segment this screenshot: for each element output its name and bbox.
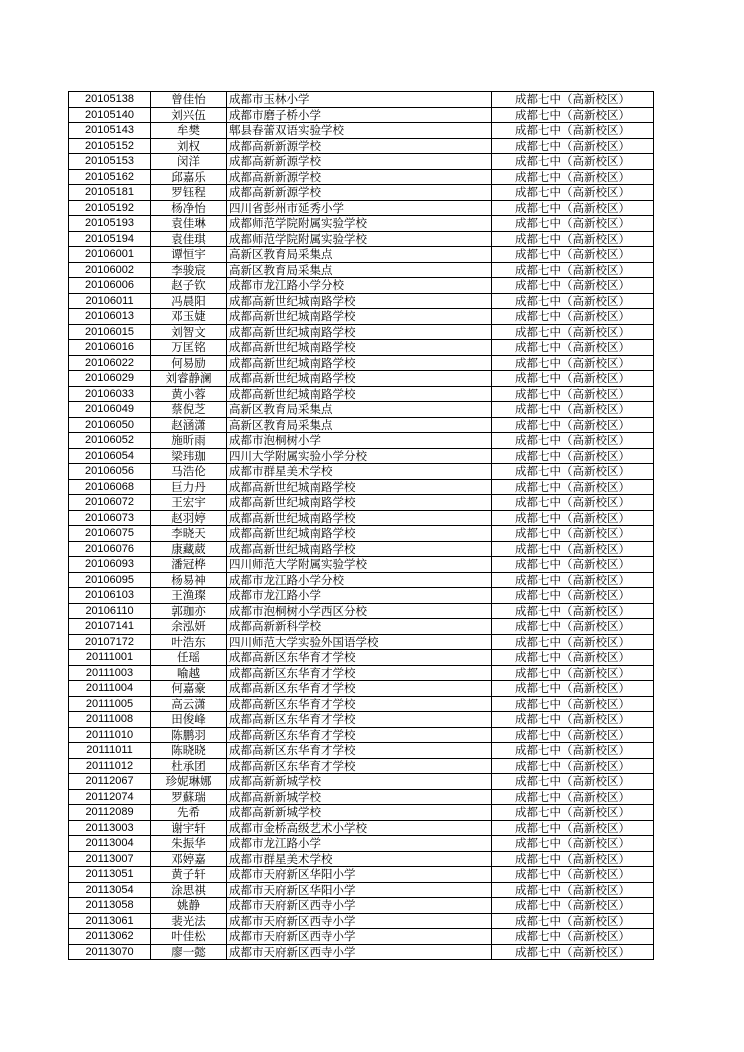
student-name-cell: 叶佳松 <box>151 929 227 945</box>
admitted-school-cell: 成都七中（高新校区） <box>492 138 654 154</box>
student-id-cell: 20111005 <box>69 696 151 712</box>
student-name-cell: 刘智文 <box>151 324 227 340</box>
student-id-cell: 20107172 <box>69 634 151 650</box>
admitted-school-cell: 成都七中（高新校区） <box>492 557 654 573</box>
table-row <box>69 107 654 123</box>
table-row <box>69 479 654 495</box>
student-id-cell: 20106056 <box>69 464 151 480</box>
table-row <box>69 882 654 898</box>
student-name-cell: 田俊峰 <box>151 712 227 728</box>
school-cell: 高新区教育局采集点 <box>227 262 492 278</box>
student-id-cell: 20112074 <box>69 789 151 805</box>
admitted-school-cell: 成都七中（高新校区） <box>492 758 654 774</box>
student-name-cell: 刘权 <box>151 138 227 154</box>
school-cell: 成都高新世纪城南路学校 <box>227 324 492 340</box>
admitted-school-cell: 成都七中（高新校区） <box>492 479 654 495</box>
school-cell: 成都师范学院附属实验学校 <box>227 231 492 247</box>
table-row <box>69 510 654 526</box>
admitted-school-cell: 成都七中（高新校区） <box>492 665 654 681</box>
table-row <box>69 650 654 666</box>
admitted-school-cell: 成都七中（高新校区） <box>492 216 654 232</box>
student-id-cell: 20106015 <box>69 324 151 340</box>
table-row <box>69 231 654 247</box>
admitted-school-cell: 成都七中（高新校区） <box>492 898 654 914</box>
school-cell: 成都高新世纪城南路学校 <box>227 541 492 557</box>
admitted-school-cell: 成都七中（高新校区） <box>492 92 654 108</box>
student-name-cell: 喻越 <box>151 665 227 681</box>
student-id-cell: 20111004 <box>69 681 151 697</box>
student-name-cell: 李晓天 <box>151 526 227 542</box>
student-id-cell: 20105140 <box>69 107 151 123</box>
table-row <box>69 588 654 604</box>
admitted-school-cell: 成都七中（高新校区） <box>492 123 654 139</box>
admitted-school-cell: 成都七中（高新校区） <box>492 464 654 480</box>
student-id-cell: 20107141 <box>69 619 151 635</box>
student-id-cell: 20106006 <box>69 278 151 294</box>
student-name-cell: 杨易神 <box>151 572 227 588</box>
admitted-school-cell: 成都七中（高新校区） <box>492 619 654 635</box>
admitted-school-cell: 成都七中（高新校区） <box>492 247 654 263</box>
student-name-cell: 冯晨阳 <box>151 293 227 309</box>
admitted-school-cell: 成都七中（高新校区） <box>492 712 654 728</box>
table-row <box>69 185 654 201</box>
student-id-cell: 20105152 <box>69 138 151 154</box>
admitted-school-cell: 成都七中（高新校区） <box>492 805 654 821</box>
student-name-cell: 邓婷嘉 <box>151 851 227 867</box>
table-row <box>69 169 654 185</box>
school-cell: 成都市磨子桥小学 <box>227 107 492 123</box>
student-name-cell: 刘睿静澜 <box>151 371 227 387</box>
school-cell: 成都高新世纪城南路学校 <box>227 479 492 495</box>
table-row <box>69 309 654 325</box>
admitted-school-cell: 成都七中（高新校区） <box>492 634 654 650</box>
table-row <box>69 464 654 480</box>
student-id-cell: 20113003 <box>69 820 151 836</box>
student-id-cell: 20106052 <box>69 433 151 449</box>
school-cell: 成都高新新科学校 <box>227 619 492 635</box>
student-name-cell: 蔡倪芝 <box>151 402 227 418</box>
student-name-cell: 何嘉豪 <box>151 681 227 697</box>
student-name-cell: 康藏葳 <box>151 541 227 557</box>
table-row <box>69 355 654 371</box>
student-name-cell: 任瑶 <box>151 650 227 666</box>
table-row <box>69 820 654 836</box>
table-row <box>69 371 654 387</box>
admitted-school-cell: 成都七中（高新校区） <box>492 774 654 790</box>
school-cell: 四川省彭州市延秀小学 <box>227 200 492 216</box>
student-name-cell: 谢宇轩 <box>151 820 227 836</box>
student-id-cell: 20105162 <box>69 169 151 185</box>
student-id-cell: 20106049 <box>69 402 151 418</box>
student-name-cell: 闵洋 <box>151 154 227 170</box>
student-id-cell: 20112067 <box>69 774 151 790</box>
admitted-school-cell: 成都七中（高新校区） <box>492 929 654 945</box>
admitted-school-cell: 成都七中（高新校区） <box>492 433 654 449</box>
admitted-school-cell: 成都七中（高新校区） <box>492 448 654 464</box>
admitted-school-cell: 成都七中（高新校区） <box>492 603 654 619</box>
school-cell: 成都市群星美术学校 <box>227 464 492 480</box>
student-id-cell: 20106001 <box>69 247 151 263</box>
school-cell: 高新区教育局采集点 <box>227 417 492 433</box>
school-cell: 成都高新新源学校 <box>227 169 492 185</box>
school-cell: 成都高新区东华育才学校 <box>227 681 492 697</box>
admitted-school-cell: 成都七中（高新校区） <box>492 293 654 309</box>
student-name-cell: 陈晓晓 <box>151 743 227 759</box>
table-row <box>69 665 654 681</box>
admitted-school-cell: 成都七中（高新校区） <box>492 371 654 387</box>
table-row <box>69 836 654 852</box>
student-name-cell: 巨力丹 <box>151 479 227 495</box>
school-cell: 成都高新区东华育才学校 <box>227 743 492 759</box>
table-row <box>69 386 654 402</box>
student-name-cell: 裴光法 <box>151 913 227 929</box>
table-row <box>69 433 654 449</box>
table-row <box>69 805 654 821</box>
admitted-school-cell: 成都七中（高新校区） <box>492 200 654 216</box>
admitted-school-cell: 成都七中（高新校区） <box>492 851 654 867</box>
student-name-cell: 王宏宇 <box>151 495 227 511</box>
admitted-school-cell: 成都七中（高新校区） <box>492 789 654 805</box>
student-name-cell: 黄子轩 <box>151 867 227 883</box>
student-name-cell: 陈鹏羽 <box>151 727 227 743</box>
admitted-school-cell: 成都七中（高新校区） <box>492 541 654 557</box>
student-name-cell: 马浩伦 <box>151 464 227 480</box>
table-row <box>69 417 654 433</box>
student-id-cell: 20113070 <box>69 944 151 960</box>
school-cell: 成都高新新源学校 <box>227 138 492 154</box>
school-cell: 成都市天府新区西寺小学 <box>227 944 492 960</box>
school-cell: 四川师范大学实验外国语学校 <box>227 634 492 650</box>
school-cell: 成都高新世纪城南路学校 <box>227 293 492 309</box>
admitted-school-cell: 成都七中（高新校区） <box>492 743 654 759</box>
school-cell: 成都市天府新区华阳小学 <box>227 882 492 898</box>
table-row <box>69 92 654 108</box>
school-cell: 高新区教育局采集点 <box>227 247 492 263</box>
admitted-school-cell: 成都七中（高新校区） <box>492 262 654 278</box>
table-row <box>69 619 654 635</box>
student-id-cell: 20113054 <box>69 882 151 898</box>
student-name-cell: 郭珈亦 <box>151 603 227 619</box>
school-cell: 成都高新区东华育才学校 <box>227 712 492 728</box>
student-name-cell: 高云潇 <box>151 696 227 712</box>
admitted-school-cell: 成都七中（高新校区） <box>492 355 654 371</box>
school-cell: 成都高新世纪城南路学校 <box>227 309 492 325</box>
school-cell: 成都高新区东华育才学校 <box>227 696 492 712</box>
school-cell: 成都高新新城学校 <box>227 789 492 805</box>
table-row <box>69 944 654 960</box>
admitted-school-cell: 成都七中（高新校区） <box>492 107 654 123</box>
student-name-cell: 袁佳琪 <box>151 231 227 247</box>
admitted-school-cell: 成都七中（高新校区） <box>492 417 654 433</box>
school-cell: 成都高新区东华育才学校 <box>227 727 492 743</box>
admission-list-sheet <box>68 91 654 960</box>
admitted-school-cell: 成都七中（高新校区） <box>492 154 654 170</box>
student-name-cell: 邱嘉乐 <box>151 169 227 185</box>
student-id-cell: 20113058 <box>69 898 151 914</box>
student-id-cell: 20106073 <box>69 510 151 526</box>
student-name-cell: 廖一懿 <box>151 944 227 960</box>
school-cell: 郫县春蕾双语实验学校 <box>227 123 492 139</box>
student-name-cell: 何易励 <box>151 355 227 371</box>
student-name-cell: 邓玉婕 <box>151 309 227 325</box>
table-row <box>69 262 654 278</box>
table-row <box>69 293 654 309</box>
student-id-cell: 20111012 <box>69 758 151 774</box>
table-row <box>69 402 654 418</box>
student-id-cell: 20113061 <box>69 913 151 929</box>
admitted-school-cell: 成都七中（高新校区） <box>492 650 654 666</box>
table-row <box>69 634 654 650</box>
admitted-school-cell: 成都七中（高新校区） <box>492 231 654 247</box>
student-name-cell: 赵涵潇 <box>151 417 227 433</box>
student-name-cell: 梁玮珈 <box>151 448 227 464</box>
student-id-cell: 20106093 <box>69 557 151 573</box>
table-row <box>69 324 654 340</box>
admitted-school-cell: 成都七中（高新校区） <box>492 572 654 588</box>
school-cell: 成都高新新源学校 <box>227 154 492 170</box>
table-row <box>69 557 654 573</box>
school-cell: 四川师范大学附属实验学校 <box>227 557 492 573</box>
school-cell: 成都市泡桐树小学 <box>227 433 492 449</box>
admitted-school-cell: 成都七中（高新校区） <box>492 588 654 604</box>
student-id-cell: 20112089 <box>69 805 151 821</box>
student-id-cell: 20105138 <box>69 92 151 108</box>
student-name-cell: 叶浩东 <box>151 634 227 650</box>
student-name-cell: 李骏宸 <box>151 262 227 278</box>
table-body <box>69 92 654 960</box>
student-id-cell: 20105192 <box>69 200 151 216</box>
student-id-cell: 20106095 <box>69 572 151 588</box>
admitted-school-cell: 成都七中（高新校区） <box>492 913 654 929</box>
table-row <box>69 200 654 216</box>
student-name-cell: 罗蘇瑞 <box>151 789 227 805</box>
student-name-cell: 王渔璨 <box>151 588 227 604</box>
student-name-cell: 姚静 <box>151 898 227 914</box>
student-name-cell: 赵子钦 <box>151 278 227 294</box>
admitted-school-cell: 成都七中（高新校区） <box>492 944 654 960</box>
student-name-cell: 余泓妍 <box>151 619 227 635</box>
table-row <box>69 603 654 619</box>
student-name-cell: 牟樊 <box>151 123 227 139</box>
admitted-school-cell: 成都七中（高新校区） <box>492 402 654 418</box>
admitted-school-cell: 成都七中（高新校区） <box>492 696 654 712</box>
table-row <box>69 712 654 728</box>
table-row <box>69 448 654 464</box>
school-cell: 成都高新世纪城南路学校 <box>227 386 492 402</box>
admitted-school-cell: 成都七中（高新校区） <box>492 820 654 836</box>
admitted-school-cell: 成都七中（高新校区） <box>492 867 654 883</box>
student-name-cell: 曾佳怡 <box>151 92 227 108</box>
student-name-cell: 杜承团 <box>151 758 227 774</box>
admitted-school-cell: 成都七中（高新校区） <box>492 386 654 402</box>
student-id-cell: 20106072 <box>69 495 151 511</box>
table-row <box>69 743 654 759</box>
table-row <box>69 774 654 790</box>
school-cell: 成都市玉林小学 <box>227 92 492 108</box>
table-row <box>69 867 654 883</box>
table-row <box>69 123 654 139</box>
student-id-cell: 20111003 <box>69 665 151 681</box>
student-id-cell: 20106013 <box>69 309 151 325</box>
student-id-cell: 20111001 <box>69 650 151 666</box>
school-cell: 成都市龙江路小学分校 <box>227 278 492 294</box>
student-id-cell: 20106050 <box>69 417 151 433</box>
student-name-cell: 珍妮琳娜 <box>151 774 227 790</box>
table-row <box>69 278 654 294</box>
table-row <box>69 758 654 774</box>
student-name-cell: 施昕雨 <box>151 433 227 449</box>
student-name-cell: 潘冠桦 <box>151 557 227 573</box>
student-id-cell: 20106002 <box>69 262 151 278</box>
school-cell: 成都市群星美术学校 <box>227 851 492 867</box>
student-id-cell: 20113051 <box>69 867 151 883</box>
school-cell: 成都高新世纪城南路学校 <box>227 510 492 526</box>
school-cell: 成都高新新城学校 <box>227 805 492 821</box>
student-id-cell: 20106016 <box>69 340 151 356</box>
student-id-cell: 20105194 <box>69 231 151 247</box>
table-row <box>69 851 654 867</box>
admitted-school-cell: 成都七中（高新校区） <box>492 169 654 185</box>
student-id-cell: 20113062 <box>69 929 151 945</box>
school-cell: 成都高新区东华育才学校 <box>227 650 492 666</box>
student-id-cell: 20106011 <box>69 293 151 309</box>
school-cell: 成都市天府新区华阳小学 <box>227 867 492 883</box>
student-id-cell: 20105193 <box>69 216 151 232</box>
admission-table <box>68 91 654 960</box>
school-cell: 成都高新新城学校 <box>227 774 492 790</box>
school-cell: 成都高新世纪城南路学校 <box>227 526 492 542</box>
student-id-cell: 20106033 <box>69 386 151 402</box>
student-name-cell: 刘兴伍 <box>151 107 227 123</box>
school-cell: 成都师范学院附属实验学校 <box>227 216 492 232</box>
student-name-cell: 袁佳琳 <box>151 216 227 232</box>
admitted-school-cell: 成都七中（高新校区） <box>492 278 654 294</box>
table-row <box>69 495 654 511</box>
admitted-school-cell: 成都七中（高新校区） <box>492 510 654 526</box>
school-cell: 成都高新世纪城南路学校 <box>227 371 492 387</box>
student-id-cell: 20105181 <box>69 185 151 201</box>
admitted-school-cell: 成都七中（高新校区） <box>492 681 654 697</box>
admitted-school-cell: 成都七中（高新校区） <box>492 882 654 898</box>
student-id-cell: 20106110 <box>69 603 151 619</box>
school-cell: 成都高新区东华育才学校 <box>227 758 492 774</box>
student-id-cell: 20111011 <box>69 743 151 759</box>
table-row <box>69 526 654 542</box>
school-cell: 四川大学附属实验小学分校 <box>227 448 492 464</box>
school-cell: 成都市天府新区西寺小学 <box>227 929 492 945</box>
admitted-school-cell: 成都七中（高新校区） <box>492 340 654 356</box>
student-id-cell: 20113007 <box>69 851 151 867</box>
student-id-cell: 20111008 <box>69 712 151 728</box>
school-cell: 成都市天府新区西寺小学 <box>227 898 492 914</box>
table-row <box>69 913 654 929</box>
table-row <box>69 138 654 154</box>
admitted-school-cell: 成都七中（高新校区） <box>492 309 654 325</box>
student-id-cell: 20106075 <box>69 526 151 542</box>
school-cell: 成都高新新源学校 <box>227 185 492 201</box>
student-id-cell: 20106076 <box>69 541 151 557</box>
student-name-cell: 谭恒宇 <box>151 247 227 263</box>
school-cell: 成都市龙江路小学 <box>227 836 492 852</box>
student-name-cell: 涂思祺 <box>151 882 227 898</box>
student-name-cell: 先希 <box>151 805 227 821</box>
admitted-school-cell: 成都七中（高新校区） <box>492 495 654 511</box>
student-name-cell: 赵羽婷 <box>151 510 227 526</box>
school-cell: 成都市金桥高级艺术小学校 <box>227 820 492 836</box>
school-cell: 成都市龙江路小学分校 <box>227 572 492 588</box>
admitted-school-cell: 成都七中（高新校区） <box>492 526 654 542</box>
admitted-school-cell: 成都七中（高新校区） <box>492 836 654 852</box>
table-row <box>69 154 654 170</box>
student-name-cell: 杨净怡 <box>151 200 227 216</box>
admitted-school-cell: 成都七中（高新校区） <box>492 324 654 340</box>
table-row <box>69 727 654 743</box>
student-name-cell: 罗钰程 <box>151 185 227 201</box>
school-cell: 成都市天府新区西寺小学 <box>227 913 492 929</box>
student-id-cell: 20106054 <box>69 448 151 464</box>
school-cell: 成都市泡桐树小学西区分校 <box>227 603 492 619</box>
student-id-cell: 20106068 <box>69 479 151 495</box>
student-id-cell: 20106022 <box>69 355 151 371</box>
admitted-school-cell: 成都七中（高新校区） <box>492 727 654 743</box>
table-row <box>69 929 654 945</box>
school-cell: 成都高新世纪城南路学校 <box>227 495 492 511</box>
student-name-cell: 黄小蓉 <box>151 386 227 402</box>
student-name-cell: 万匡铭 <box>151 340 227 356</box>
table-row <box>69 898 654 914</box>
student-id-cell: 20106103 <box>69 588 151 604</box>
table-row <box>69 247 654 263</box>
table-row <box>69 572 654 588</box>
student-name-cell: 朱振华 <box>151 836 227 852</box>
student-id-cell: 20113004 <box>69 836 151 852</box>
school-cell: 成都高新区东华育才学校 <box>227 665 492 681</box>
table-row <box>69 216 654 232</box>
table-row <box>69 696 654 712</box>
table-row <box>69 789 654 805</box>
student-id-cell: 20111010 <box>69 727 151 743</box>
student-id-cell: 20105143 <box>69 123 151 139</box>
table-row <box>69 681 654 697</box>
table-row <box>69 541 654 557</box>
school-cell: 高新区教育局采集点 <box>227 402 492 418</box>
school-cell: 成都市龙江路小学 <box>227 588 492 604</box>
school-cell: 成都高新世纪城南路学校 <box>227 340 492 356</box>
table-row <box>69 340 654 356</box>
school-cell: 成都高新世纪城南路学校 <box>227 355 492 371</box>
student-id-cell: 20105153 <box>69 154 151 170</box>
admitted-school-cell: 成都七中（高新校区） <box>492 185 654 201</box>
student-id-cell: 20106029 <box>69 371 151 387</box>
